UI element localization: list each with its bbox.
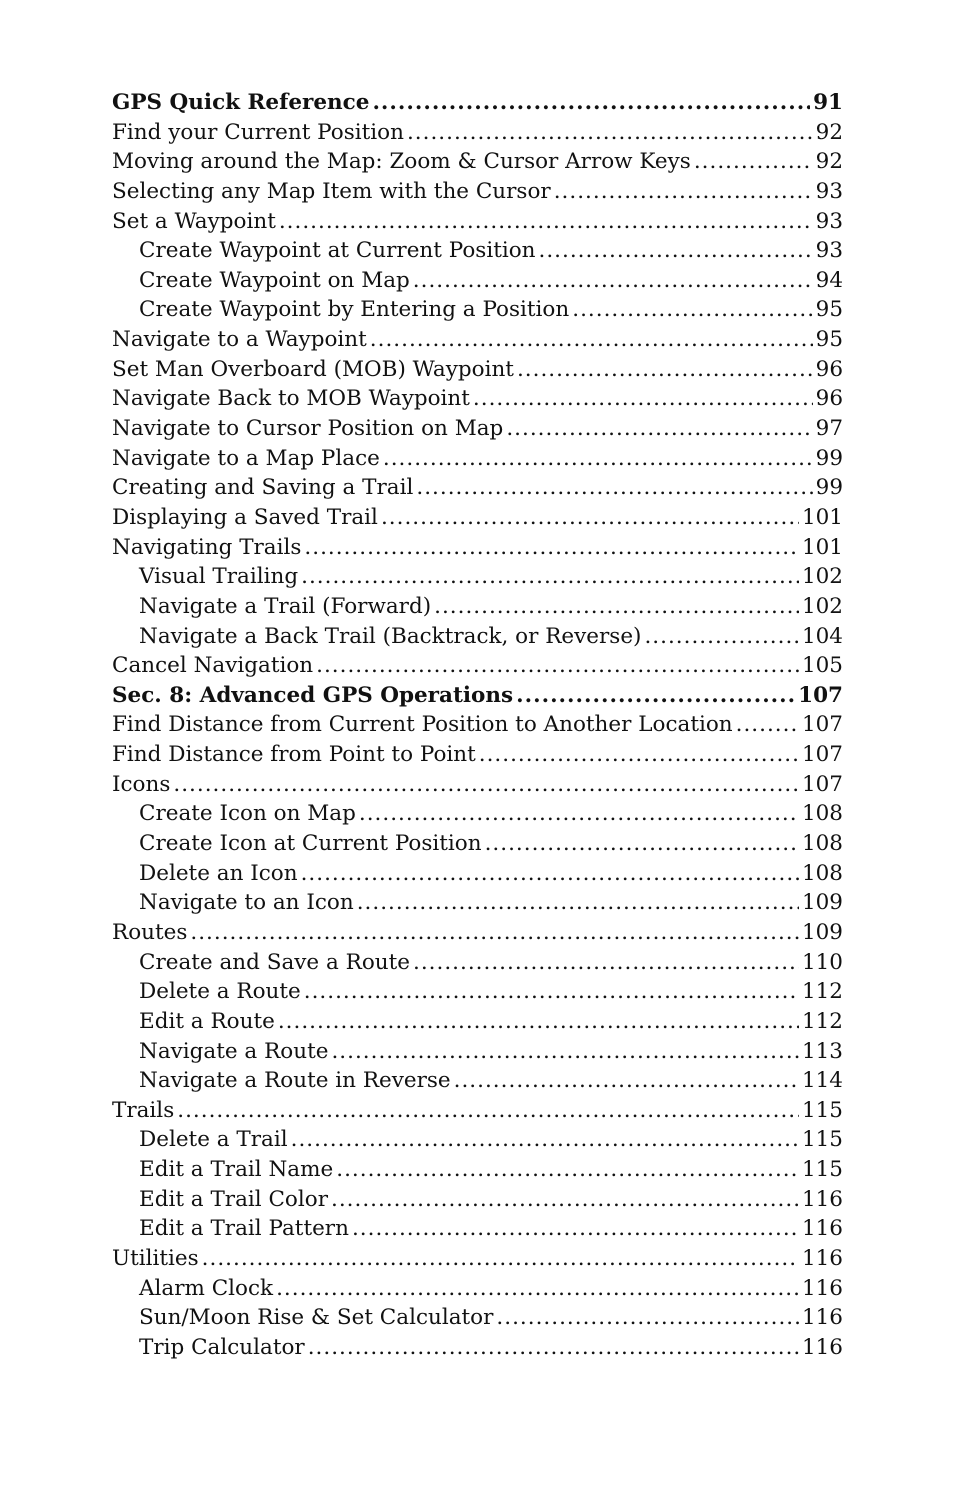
- toc-subentry[interactable]: [112, 562, 843, 592]
- toc-page-number: 108: [801, 831, 843, 857]
- toc-subentry[interactable]: [112, 829, 843, 859]
- toc-subentry[interactable]: [112, 1066, 843, 1096]
- toc-page-number: 93: [815, 238, 843, 264]
- toc-entry-title: Create Waypoint at Current Position: [139, 238, 536, 264]
- toc-page-number: 108: [801, 860, 843, 886]
- toc-entry-title: Moving around the Map: Zoom & Cursor Arrow Keys: [112, 149, 691, 175]
- dot-leader: [316, 651, 799, 681]
- dot-leader: [434, 592, 799, 622]
- toc-page-number: 109: [801, 890, 843, 916]
- toc-page-number: 99: [815, 445, 843, 471]
- toc-entry[interactable]: [112, 473, 843, 503]
- toc-entry-title: Sun/Moon Rise & Set Calculator: [139, 1305, 494, 1331]
- dot-leader: [413, 948, 799, 978]
- toc-entry-title: Navigate a Trail (Forward): [139, 593, 432, 619]
- toc-page-number: 110: [801, 949, 843, 975]
- toc-entry[interactable]: [112, 918, 843, 948]
- dot-leader: [291, 1125, 799, 1155]
- toc-entry[interactable]: [112, 770, 843, 800]
- toc-entry-title: Edit a Trail Color: [139, 1186, 328, 1212]
- dot-leader: [736, 710, 799, 740]
- toc-entry[interactable]: [112, 177, 843, 207]
- toc-page-number: 93: [815, 178, 843, 204]
- toc-page-number: 113: [801, 1038, 843, 1064]
- dot-leader: [485, 829, 799, 859]
- toc-entry-title: Routes: [112, 919, 188, 945]
- toc-page-number: 95: [815, 327, 843, 353]
- toc-entry-title: Set Man Overboard (MOB) Waypoint: [112, 356, 514, 382]
- toc-subentry[interactable]: [112, 1185, 843, 1215]
- toc-subentry[interactable]: [112, 888, 843, 918]
- toc-entry-title: Create Waypoint on Map: [139, 267, 410, 293]
- toc-entry[interactable]: [112, 325, 843, 355]
- toc-page-number: 107: [801, 712, 843, 738]
- dot-leader: [308, 1333, 799, 1363]
- toc-entry[interactable]: [112, 444, 843, 474]
- toc-entry-title: Navigate a Back Trail (Backtrack, or Reverse): [139, 623, 642, 649]
- toc-subentry[interactable]: [112, 859, 843, 889]
- toc-page-number: 101: [801, 504, 843, 530]
- toc-entry-title: Displaying a Saved Trail: [112, 504, 378, 530]
- toc-entry-title: Edit a Trail Name: [139, 1157, 334, 1183]
- toc-section-heading[interactable]: [112, 88, 843, 118]
- toc-page-number: 101: [801, 534, 843, 560]
- toc-page-number: 116: [801, 1216, 843, 1242]
- toc-subentry[interactable]: [112, 1274, 843, 1304]
- dot-leader: [473, 384, 813, 414]
- toc-entry-title: Navigate Back to MOB Waypoint: [112, 386, 470, 412]
- toc-page-number: 112: [801, 979, 843, 1005]
- dot-leader: [370, 325, 813, 355]
- toc-section-heading[interactable]: [112, 681, 843, 711]
- toc-entry[interactable]: [112, 207, 843, 237]
- toc-entry[interactable]: [112, 740, 843, 770]
- dot-leader: [202, 1244, 799, 1274]
- dot-leader: [357, 888, 799, 918]
- toc-entry-title: Icons: [112, 771, 171, 797]
- toc-subentry[interactable]: [112, 592, 843, 622]
- toc-subentry[interactable]: [112, 977, 843, 1007]
- toc-page-number: 104: [801, 623, 843, 649]
- toc-entry[interactable]: [112, 147, 843, 177]
- dot-leader: [644, 622, 799, 652]
- toc-entry-title: Navigate to an Icon: [139, 890, 354, 916]
- toc-entry[interactable]: [112, 414, 843, 444]
- dot-leader: [454, 1066, 799, 1096]
- dot-leader: [407, 118, 813, 148]
- toc-entry[interactable]: [112, 1096, 843, 1126]
- dot-leader: [304, 533, 799, 563]
- toc-page-number: 107: [798, 682, 843, 708]
- toc-page-number: 109: [801, 919, 843, 945]
- toc-entry-title: Create and Save a Route: [139, 949, 410, 975]
- toc-page-number: 107: [801, 742, 843, 768]
- toc-page-number: 102: [801, 564, 843, 590]
- toc-page-number: 99: [815, 475, 843, 501]
- dot-leader: [336, 1155, 799, 1185]
- dot-leader: [517, 355, 813, 385]
- toc-entry[interactable]: [112, 533, 843, 563]
- toc-entry-title: Edit a Route: [139, 1008, 275, 1034]
- dot-leader: [190, 918, 799, 948]
- toc-entry-title: Sec. 8: Advanced GPS Operations: [112, 682, 514, 708]
- toc-entry-title: Navigate to Cursor Position on Map: [112, 416, 504, 442]
- toc-entry[interactable]: [112, 355, 843, 385]
- toc-entry[interactable]: [112, 503, 843, 533]
- toc-entry-title: Visual Trailing: [139, 564, 299, 590]
- dot-leader: [506, 414, 812, 444]
- toc-entry-title: Delete a Trail: [139, 1127, 288, 1153]
- table-of-contents: [112, 88, 843, 1363]
- toc-subentry[interactable]: [112, 236, 843, 266]
- dot-leader: [413, 266, 813, 296]
- toc-entry[interactable]: [112, 118, 843, 148]
- toc-page-number: 115: [801, 1097, 843, 1123]
- toc-subentry[interactable]: [112, 1333, 843, 1363]
- toc-entry-title: Delete an Icon: [139, 860, 298, 886]
- toc-entry-title: Find your Current Position: [112, 119, 404, 145]
- toc-entry-title: Navigate to a Waypoint: [112, 327, 367, 353]
- toc-entry-title: Cancel Navigation: [112, 653, 314, 679]
- toc-subentry[interactable]: [112, 1125, 843, 1155]
- toc-page-number: 114: [801, 1068, 843, 1094]
- toc-page-number: 107: [801, 771, 843, 797]
- dot-leader: [479, 740, 799, 770]
- toc-subentry[interactable]: [112, 1214, 843, 1244]
- toc-entry[interactable]: [112, 710, 843, 740]
- toc-subentry[interactable]: [112, 622, 843, 652]
- toc-subentry[interactable]: [112, 1155, 843, 1185]
- dot-leader: [539, 236, 813, 266]
- toc-entry-title: Alarm Clock: [139, 1275, 274, 1301]
- toc-entry[interactable]: [112, 1244, 843, 1274]
- toc-page-number: 116: [801, 1186, 843, 1212]
- toc-subentry[interactable]: [112, 1303, 843, 1333]
- toc-subentry[interactable]: [112, 799, 843, 829]
- toc-entry-title: Find Distance from Current Position to Another Location: [112, 712, 733, 738]
- toc-subentry[interactable]: [112, 948, 843, 978]
- toc-page-number: 112: [801, 1008, 843, 1034]
- dot-leader: [177, 1096, 799, 1126]
- toc-page-number: 91: [813, 90, 843, 115]
- toc-entry-title: Set a Waypoint: [112, 208, 276, 234]
- dot-leader: [383, 444, 813, 474]
- toc-subentry[interactable]: [112, 1007, 843, 1037]
- toc-page-number: 93: [815, 208, 843, 234]
- toc-page-number: 96: [815, 356, 843, 382]
- toc-entry-title: Delete a Route: [139, 979, 301, 1005]
- toc-page-number: 92: [815, 149, 843, 175]
- dot-leader: [331, 1185, 799, 1215]
- dot-leader: [572, 295, 812, 325]
- toc-entry-title: Create Icon on Map: [139, 801, 356, 827]
- toc-entry-title: Navigate to a Map Place: [112, 445, 380, 471]
- dot-leader: [301, 562, 799, 592]
- toc-entry-title: Trip Calculator: [139, 1334, 305, 1360]
- toc-entry-title: Trails: [112, 1097, 175, 1123]
- toc-page-number: 92: [815, 119, 843, 145]
- toc-subentry[interactable]: [112, 266, 843, 296]
- toc-entry-title: Navigating Trails: [112, 534, 302, 560]
- dot-leader: [416, 473, 812, 503]
- toc-page-number: 97: [815, 416, 843, 442]
- toc-page-number: 115: [801, 1157, 843, 1183]
- toc-entry[interactable]: [112, 651, 843, 681]
- toc-page-number: 94: [815, 267, 843, 293]
- toc-subentry[interactable]: [112, 1037, 843, 1067]
- toc-subentry[interactable]: [112, 295, 843, 325]
- dot-leader: [301, 859, 799, 889]
- toc-entry-title: Utilities: [112, 1245, 199, 1271]
- toc-page-number: 116: [801, 1305, 843, 1331]
- toc-page-number: 102: [801, 593, 843, 619]
- toc-entry-title: Create Icon at Current Position: [139, 831, 482, 857]
- dot-leader: [516, 681, 795, 711]
- toc-page-number: 96: [815, 386, 843, 412]
- dot-leader: [694, 147, 813, 177]
- toc-page-number: 115: [801, 1127, 843, 1153]
- dot-leader: [304, 977, 799, 1007]
- dot-leader: [359, 799, 799, 829]
- dot-leader: [372, 88, 810, 118]
- toc-page-number: 95: [815, 297, 843, 323]
- toc-page-number: 116: [801, 1245, 843, 1271]
- toc-entry-title: Creating and Saving a Trail: [112, 475, 414, 501]
- toc-page-number: 116: [801, 1275, 843, 1301]
- toc-entry-title: Navigate a Route in Reverse: [139, 1068, 451, 1094]
- dot-leader: [554, 177, 813, 207]
- toc-page-number: 116: [801, 1334, 843, 1360]
- toc-entry-title: GPS Quick Reference: [112, 90, 370, 115]
- toc-entry-title: Edit a Trail Pattern: [139, 1216, 349, 1242]
- dot-leader: [276, 1274, 799, 1304]
- dot-leader: [279, 207, 813, 237]
- dot-leader: [173, 770, 799, 800]
- toc-entry-title: Create Waypoint by Entering a Position: [139, 297, 570, 323]
- dot-leader: [331, 1037, 799, 1067]
- toc-page-number: 108: [801, 801, 843, 827]
- toc-entry-title: Navigate a Route: [139, 1038, 329, 1064]
- dot-leader: [496, 1303, 799, 1333]
- toc-entry-title: Selecting any Map Item with the Cursor: [112, 178, 551, 204]
- toc-page-number: 105: [801, 653, 843, 679]
- dot-leader: [352, 1214, 799, 1244]
- toc-entry-title: Find Distance from Point to Point: [112, 742, 476, 768]
- dot-leader: [278, 1007, 799, 1037]
- dot-leader: [381, 503, 799, 533]
- toc-entry[interactable]: [112, 384, 843, 414]
